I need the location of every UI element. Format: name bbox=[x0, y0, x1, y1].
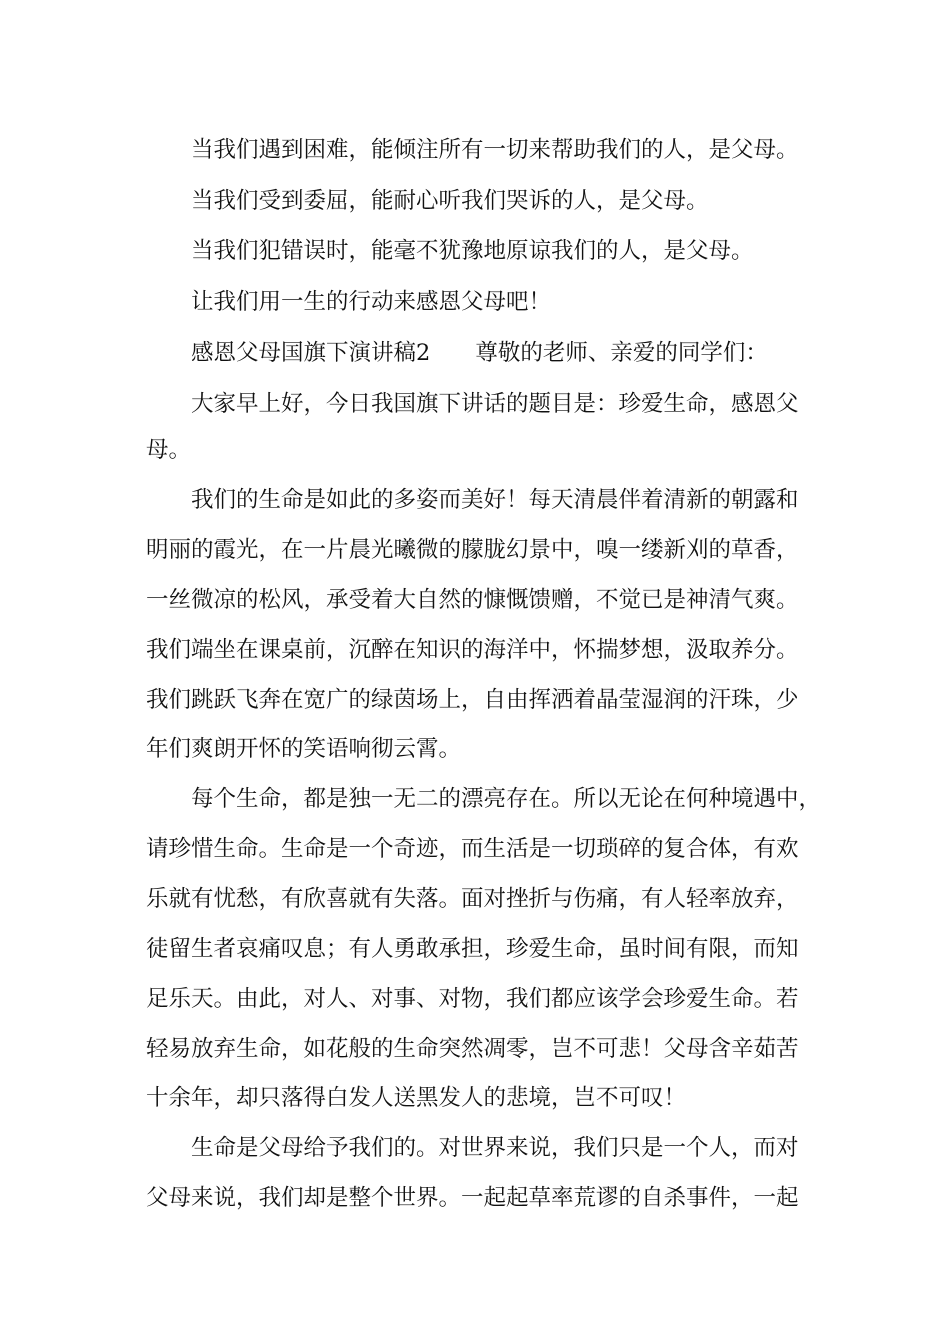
paragraph-line: 一丝微凉的松风，承受着大自然的慷慨馈赠，不觉已是神清气爽。 bbox=[146, 587, 799, 613]
paragraph-line: 请珍惜生命。生命是一个奇迹，而生活是一切琐碎的复合体，有欢 bbox=[146, 836, 799, 862]
paragraph-line: 当我们受到委屈，能耐心听我们哭诉的人，是父母。 bbox=[191, 188, 709, 214]
paragraph-line: 让我们用一生的行动来感恩父母吧！ bbox=[191, 289, 552, 315]
paragraph-line: 每个生命，都是独一无二的漂亮存在。所以无论在何种境遇中， bbox=[191, 786, 822, 812]
paragraph-line: 母。 bbox=[146, 437, 192, 463]
paragraph-line: 生命是父母给予我们的。对世界来说，我们只是一个人，而对 bbox=[191, 1135, 799, 1161]
paragraph-line: 乐就有忧愁，有欣喜就有失落。面对挫折与伤痛，有人轻率放弃， bbox=[146, 886, 799, 912]
paragraph-line: 当我们犯错误时，能毫不犹豫地原谅我们的人，是父母。 bbox=[191, 238, 754, 264]
paragraph-line: 年们爽朗开怀的笑语响彻云霄。 bbox=[146, 736, 462, 762]
paragraph-line: 我们端坐在课桌前，沉醉在知识的海洋中，怀揣梦想，汲取养分。 bbox=[146, 637, 799, 663]
paragraph-line: 徒留生者哀痛叹息；有人勇敢承担，珍爱生命，虽时间有限，而知 bbox=[146, 936, 799, 962]
paragraph-line: 轻易放弃生命，如花般的生命突然凋零，岂不可悲！父母含辛茹苦 bbox=[146, 1036, 799, 1062]
paragraph-line: 我们的生命是如此的多姿而美好！每天清晨伴着清新的朝露和 bbox=[191, 487, 799, 513]
paragraph-line: 父母来说，我们却是整个世界。一起起草率荒谬的自杀事件，一起 bbox=[146, 1185, 799, 1211]
paragraph-line: 我们跳跃飞奔在宽广的绿茵场上，自由挥洒着晶莹湿润的汗珠，少 bbox=[146, 687, 799, 713]
paragraph-line: 明丽的霞光，在一片晨光曦微的朦胧幻景中，嗅一缕新刈的草香， bbox=[146, 537, 799, 563]
speech-title-line: 感恩父母国旗下演讲稿2 尊敬的老师、亲爱的同学们： bbox=[191, 340, 768, 366]
paragraph-line: 当我们遇到困难，能倾注所有一切来帮助我们的人，是父母。 bbox=[191, 137, 799, 163]
paragraph-line: 大家早上好，今日我国旗下讲话的题目是：珍爱生命，感恩父 bbox=[191, 391, 799, 417]
paragraph-line: 十余年，却只落得白发人送黑发人的悲境，岂不可叹！ bbox=[146, 1085, 687, 1111]
paragraph-line: 足乐天。由此，对人、对事、对物，我们都应该学会珍爱生命。若 bbox=[146, 986, 799, 1012]
